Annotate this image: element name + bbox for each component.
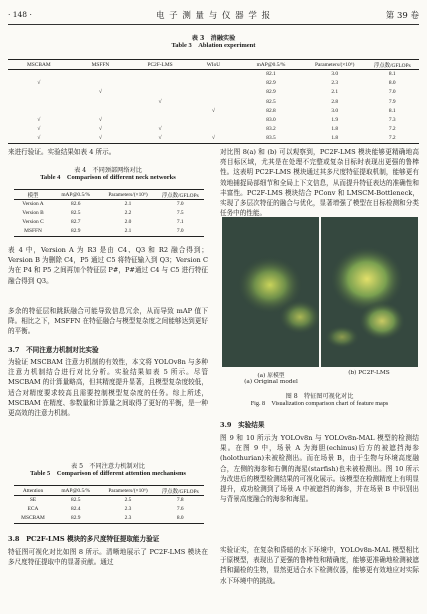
table-cell: √: [98, 126, 102, 133]
table-cell: √: [158, 98, 162, 105]
volume-label: 第 39 卷: [385, 11, 419, 21]
table-cell: 2.1: [331, 89, 339, 96]
table-header-cell: 浮点数/GFLOPs: [366, 60, 419, 70]
table-cell: 2.2: [124, 210, 132, 217]
table-header-cell: MSCBAM: [8, 60, 70, 70]
left-para-3: 多余的特征层和跳跃融合可能导致信息冗余，从而导致 mAP 值下降。相比之下，MSFFN 在特征融合与模型复杂度之间能够达到更好的平衡。: [8, 307, 208, 336]
table-cell: 7.0: [176, 228, 184, 235]
table-cell: 2.8: [331, 98, 339, 105]
table-header-cell: 浮点数/GFLOPs: [157, 190, 205, 200]
table-cell: 82.9: [71, 515, 81, 522]
table-cell: 2.3: [124, 515, 132, 522]
table-cell: [189, 97, 238, 106]
table-cell: 1.8: [331, 135, 339, 142]
table3-caption-cn: 表 3 消融实验: [191, 35, 236, 42]
table4: [14, 189, 204, 237]
table-header-cell: Parameters/(×10⁶): [100, 486, 157, 496]
table-header-cell: mAP@0.5/%: [52, 190, 100, 200]
table-cell: Version B: [22, 210, 44, 217]
table-cell: √: [37, 117, 41, 124]
table-cell: 2.3: [331, 80, 339, 87]
left-para-5: 特征图可视化对比如图 8 所示。清晰地展示了 PC2F-LMS 模块在多尺度特征提取中的显著贡献。通过: [8, 548, 208, 567]
feature-map-figure: [222, 217, 418, 367]
table-cell: 7.9: [388, 98, 396, 105]
left-para-2: 表 4 中，Version A 为 R3 是由 C4、Q3 和 R2 融合得到；Version B 为删除 C4，P5 通过 C5 将特征输入到 Q3；Version C 为在 P4 和 P5 之间再加个特征层 P#，P#通过 C4 与 C5 进行特征融合得到 Q3。: [8, 246, 208, 285]
table-cell: [189, 79, 238, 88]
table-cell: MSCBAM: [21, 515, 45, 522]
table-cell: √: [98, 117, 102, 124]
journal-title: 电 子 测 量 与 仪 器 学 报: [155, 11, 272, 21]
table-cell: √: [158, 135, 162, 142]
table-cell: 7.5: [176, 210, 184, 217]
table-cell: 2.1: [124, 228, 132, 235]
table-cell: 7.8: [176, 497, 184, 504]
table-cell: [70, 97, 132, 106]
table-cell: 1.9: [331, 117, 339, 124]
table-cell: √: [98, 89, 102, 96]
section-3-9-heading: 3.9 实验结果: [220, 421, 265, 429]
table-row: [8, 79, 419, 88]
table-header-cell: Attention: [14, 486, 52, 496]
fig8a-caption: [222, 370, 320, 385]
table5-caption: [8, 463, 208, 478]
table-row: [8, 97, 419, 106]
right-para-3: 实验证实，在复杂和昏暗的水下环境中，YOLOv8n-MAL 模型相比于原模型，表现出了更强的鲁棒性和精确度，能够更准确地检测被遮挡和漏检的生物，显然更适合水下检测仪器，能够更有效地应对实际水下环境中的挑战。: [220, 546, 419, 585]
table-cell: 82.5: [266, 98, 276, 105]
table-header-cell: WIoU: [189, 60, 238, 70]
table5-caption-cn: 表 5 不同注意力机制对比: [71, 463, 145, 470]
table-cell: 8.0: [176, 515, 184, 522]
table-row: [14, 227, 204, 236]
table-cell: 8.1: [388, 107, 396, 114]
table-header-cell: PC2F-LMS: [131, 60, 189, 70]
running-header: [8, 8, 419, 22]
table-header-cell: Parameters/(×10⁶): [100, 190, 157, 200]
table-header-cell: 浮点数/GFLOPs: [157, 486, 205, 496]
table-header-cell: Parameters/(×10⁶): [304, 60, 366, 70]
table-cell: 7.2: [388, 135, 396, 142]
table-cell: 82.5: [71, 210, 81, 217]
table-cell: 8.0: [388, 80, 396, 87]
table-cell: 83.0: [266, 117, 276, 124]
table-cell: 83.5: [266, 135, 276, 142]
table-row: [14, 209, 204, 218]
table-cell: [8, 97, 70, 106]
table-row: [8, 88, 419, 97]
table-row: [14, 505, 204, 514]
table-cell: 82.4: [71, 506, 81, 513]
left-para-4: 为验证 MSCBAM 注意力机制的有效性，本文将 YOLOv8n 与多种注意力机制结合进行对比分析。实验结果如表 5 所示。尽管 MSCBAM 的计算量略高，但其精度提升显著，且模型复杂度较低，适合对精度要求较高且需要控制模型复杂度的任务。综上所述，MSCBAM 在精度、参数量和计算量之间取得了更好的平衡，是一种更高效的注意力机制。: [8, 358, 208, 418]
table-cell: 82.8: [266, 107, 276, 114]
table3: [8, 59, 419, 144]
table-cell: Version C: [22, 219, 44, 226]
table-row: [8, 125, 419, 134]
table-row: [8, 115, 419, 124]
table-cell: SE: [29, 497, 37, 504]
table-cell: [189, 88, 238, 97]
table-row: [14, 514, 204, 523]
table-cell: 2.1: [124, 201, 132, 208]
fig8-caption-en: Fig. 8 Visualization comparison chart of feature maps: [250, 400, 389, 408]
left-para-1: 来进行验证。实验结果如表 4 所示。: [8, 148, 116, 156]
table-cell: 8.1: [388, 71, 396, 78]
table-cell: √: [158, 126, 162, 133]
table-cell: 82.9: [266, 89, 276, 96]
table-cell: 2.5: [124, 497, 132, 504]
table-cell: [70, 70, 132, 79]
table-cell: ECA: [27, 506, 39, 513]
table-cell: [8, 70, 70, 79]
table-cell: [189, 125, 238, 134]
table5-caption-en: Table 5 Comparison of different attention mechanisms: [30, 470, 186, 478]
fig8b-caption: (b) PC2F-LMS: [348, 370, 390, 376]
table-cell: √: [37, 135, 41, 142]
table-cell: [189, 70, 238, 79]
header-rule: [8, 24, 419, 25]
table-cell: 7.0: [388, 89, 396, 96]
table-cell: MSFFN: [24, 228, 42, 235]
table-header-cell: 模型: [14, 190, 52, 200]
table-cell: 82.9: [266, 80, 276, 87]
feature-map-heatmap: [222, 217, 418, 367]
table-cell: 2.3: [124, 506, 132, 513]
table-cell: [131, 88, 189, 97]
table-cell: √: [37, 126, 41, 133]
table-row: [14, 218, 204, 227]
table-cell: 7.3: [388, 117, 396, 124]
table-cell: [131, 79, 189, 88]
table3-caption: [8, 35, 419, 50]
table-cell: [189, 115, 238, 124]
right-para-2: 图 9 和 10 所示为 YOLOv8n 与 YOLOv8n-MAL 模型的检测结果。在图 9 中，场景 A 为海胆(echinus)后方的被遮挡海参(holothurian)未被检测出。而在场景 B，由于生物与环境高度融合，左侧的海参和右侧的海星(starfish)也未被检测出。图 10 所示为改进后的模型检测结果的可视化展示。该模型在检测精度上有明显提升，成功检测到了场景 A 中被遮挡的海参，并在场景 B 中识别出与背景高度融合的海参和海星。: [220, 434, 419, 504]
table4-caption-cn: 表 4 不同颈部网络对比: [74, 167, 142, 174]
table-cell: [70, 79, 132, 88]
right-para-1: 对比图 8(a) 和 (b) 可以观察到，PC2F-LMS 模块能够更精确地高亮目标区域，尤其是在处理不完整或复杂目标时表现出更强的鲁棒性。这表明 PC2F-LMS 模块通过其多尺度特征提取机制，能够更有效地捕捉局部细节和全局上下文信息，从而提升特征表达的准确性和丰富性。PC2F-LMS 模块结合 PConv 和 LMSCM-Bottleneck，实现了多层次特征的融合与优化，显著增强了模型在目标检测和分类任务中的性能。: [220, 148, 419, 218]
section-3-8-heading: 3.8 PC2F-LMS 模块的多尺度特征提取能力验证: [8, 535, 160, 543]
table4-caption: [8, 167, 208, 182]
table-cell: √: [37, 80, 41, 87]
fig8-caption: [220, 393, 419, 408]
table-cell: 2.0: [124, 219, 132, 226]
fig8a-caption-cn: (a) 原模型: [257, 373, 285, 379]
table-header-cell: MSFFN: [70, 60, 132, 70]
table-cell: 3.0: [331, 71, 339, 78]
table-header-cell: mAP@0.5/%: [238, 60, 304, 70]
table-cell: √: [211, 135, 215, 142]
table4-caption-en: Table 4 Comparison of different neck networks: [40, 174, 176, 182]
table-cell: [131, 115, 189, 124]
table-row: [14, 496, 204, 505]
table-cell: 82.6: [71, 201, 81, 208]
table-row: [8, 70, 419, 79]
section-3-7-heading: 3.7 不同注意力机制对比实验: [8, 346, 99, 354]
page-number: · 148 ·: [8, 10, 32, 19]
table-cell: Version A: [22, 201, 44, 208]
table5: [14, 485, 204, 524]
fig8a-caption-en: (a) Original model: [244, 379, 298, 385]
table-cell: [8, 88, 70, 97]
table-row: [8, 106, 419, 115]
table-cell: √: [98, 135, 102, 142]
table-cell: 83.2: [266, 126, 276, 133]
table-cell: 1.8: [331, 126, 339, 133]
table-cell: 7.1: [176, 219, 184, 226]
fig8-caption-cn: 图 8 特征图可视化对比: [285, 393, 354, 400]
table-cell: [8, 106, 70, 115]
table-row: [8, 134, 419, 143]
table-cell: 82.9: [71, 228, 81, 235]
table3-caption-en: Table 3 Ablation experiment: [171, 42, 256, 50]
table-cell: [131, 70, 189, 79]
table-cell: 7.0: [176, 201, 184, 208]
table-cell: 82.7: [71, 219, 81, 226]
table-cell: 3.0: [331, 107, 339, 114]
table-cell: 82.5: [71, 497, 81, 504]
table-row: [14, 200, 204, 209]
table-cell: [70, 106, 132, 115]
table-cell: √: [211, 107, 215, 114]
table-header-cell: mAP@0.5/%: [52, 486, 100, 496]
table-cell: 7.2: [388, 126, 396, 133]
table-cell: 7.6: [176, 506, 184, 513]
table-cell: 82.1: [266, 71, 276, 78]
table-cell: [131, 106, 189, 115]
